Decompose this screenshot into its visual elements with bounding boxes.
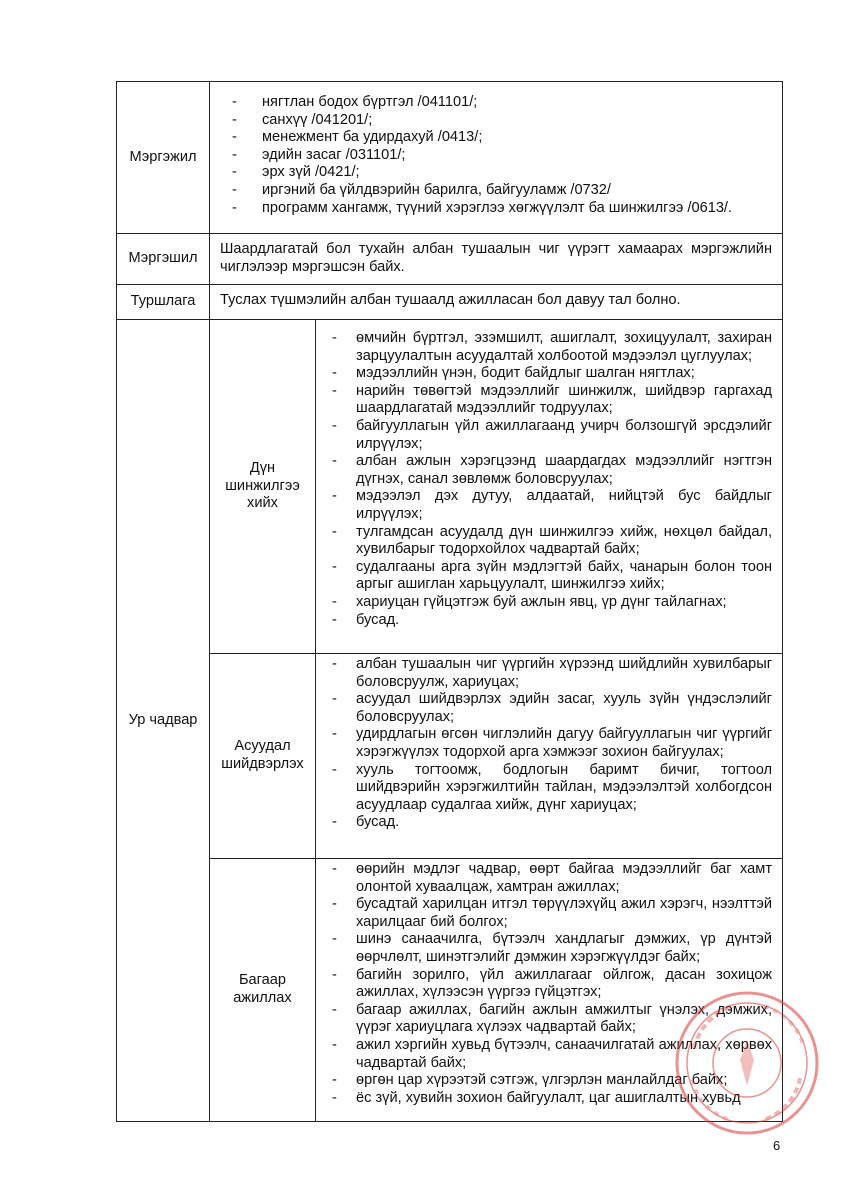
list-item: - мэдээлэл дэх дутуу, алдаатай, нийцтэй бус байдлыг илрүүлэх; xyxy=(346,488,772,523)
list-item: - өргөн цар хүрээтэй сэтгэж, үлгэрлэн манлайлдаг байх; xyxy=(346,1072,772,1090)
label-line: хийх xyxy=(247,495,278,512)
list-item: - ёс зүй, хувийн зохион байгуулалт, цаг ашиглалтын хувьд xyxy=(346,1090,772,1108)
list-item: - албан ажлын хэрэгцээнд шаардагдах мэдээллийг нэгтгэн дүгнэх, санал зөвлөмж боловсруулах; xyxy=(346,453,772,488)
list-item: - ажил хэргийн хувьд бүтээлч, санаачилгатай ажиллах, хөрвөх чадвартай байх; xyxy=(346,1037,772,1072)
list-item: - нарийн төвөгтэй мэдээллийг шинжилж, шийдвэр гаргахад шаардлагатай мэдээллийг тодруулах; xyxy=(346,383,772,418)
skills-row-problem-solving xyxy=(117,654,783,859)
list-item: - өмчийн бүртгэл, эзэмшилт, ашиглалт, зохицуулалт, захиран зарцуулалтын асуудалтай холбоотой мэдээлэл цуглуулах; xyxy=(346,330,772,365)
experience-label: Туршлага xyxy=(117,285,210,320)
profession-list xyxy=(232,94,774,217)
list-item: - менежмент ба удирдахуй /0413/; xyxy=(232,129,774,147)
list-item: - албан тушаалын чиг үүргийн хүрээнд шийдлийн хувилбарыг боловсруулж, хариуцах; xyxy=(346,656,772,691)
analysis-list xyxy=(346,330,772,629)
label-line: Дүн xyxy=(249,460,276,477)
skill-group-items-teamwork xyxy=(316,859,783,1122)
list-item: - судалгааны арга зүйн мэдлэгтэй байх, чанарын болон тоон аргыг ашиглан харьцуулалт, шинжилгээ хийх; xyxy=(346,559,772,594)
list-item: - бусад. xyxy=(346,814,772,832)
label-line: Асуудал xyxy=(234,738,291,755)
list-item: - программ хангамж, түүний хэрэглээ хөгжүүлэлт ба шинжилгээ /0613/. xyxy=(232,200,774,218)
list-item: - эрх зүй /0421/; xyxy=(232,164,774,182)
label-line: Багаар xyxy=(238,972,287,989)
list-item: - мэдээллийн үнэн, бодит байдлыг шалган нягтлах; xyxy=(346,365,772,383)
list-item: - удирдлагын өгсөн чиглэлийн дагуу байгууллагын чиг үүргийг хэрэгжүүлэх тодорхой арга хэмжээг зохион байгуулах; xyxy=(346,726,772,761)
list-item: - багийн зорилго, үйл ажиллагааг ойлгож, дасан зохицож ажиллах, хүлээсэн үүргээ гүйцэтгэх; xyxy=(346,967,772,1002)
skill-group-items-problem-solving xyxy=(316,654,783,859)
skill-group-label-teamwork xyxy=(210,859,316,1122)
specialization-row xyxy=(117,234,783,285)
specialization-label: Мэргэшил xyxy=(117,234,210,285)
skills-row-analysis xyxy=(117,320,783,654)
experience-row xyxy=(117,285,783,320)
list-item: - байгууллагын үйл ажиллагаанд учирч болзошгүй эрсдэлийг илрүүлэх; xyxy=(346,418,772,453)
list-item: - бусадтай харилцан итгэл төрүүлэхүйц ажил хэрэгч, нээлттэй харилцааг бий болгох; xyxy=(346,896,772,931)
skills-label: Ур чадвар xyxy=(117,320,210,1122)
list-item: - санхүү /041201/; xyxy=(232,112,774,130)
list-item: - шинэ санаачилга, бүтээлч хандлагыг дэмжих, үр дүнтэй өөрчлөлт, шинэтгэлийг дэмжин хэрэгжүүлдэг байх; xyxy=(346,931,772,966)
label-line: шийдвэрлэх xyxy=(221,756,304,772)
skill-group-label-problem-solving xyxy=(210,654,316,859)
requirements-table xyxy=(116,81,783,1122)
list-item: - асуудал шийдвэрлэх эдийн засаг, хууль зүйн үндэслэлийг боловсруулах; xyxy=(346,691,772,726)
label-line: ажиллах xyxy=(233,990,292,1006)
list-item: - өөрийн мэдлэг чадвар, өөрт байгаа мэдээллийг баг хамт олонтой хуваалцаж, хамтран ажиллах; xyxy=(346,861,772,896)
list-item: - эдийн засаг /031101/; xyxy=(232,147,774,165)
profession-label: Мэргэжил xyxy=(117,82,210,234)
skill-group-label-analysis xyxy=(210,320,316,654)
list-item: - иргэний ба үйлдвэрийн барилга, байгууламж /0732/ xyxy=(232,182,774,200)
list-item: - хууль тогтоомж, бодлогын баримт бичиг, тогтоол шийдвэрийн хэрэгжилтийн тайлан, мэдээлэлтэй холбогдсон асуудлаар судалгаа хийж, дүнг хариуцах; xyxy=(346,762,772,815)
list-item: - багаар ажиллах, багийн ажлын амжилтыг үнэлэх, дэмжих, үүрэг хариуцлага хүлээх чадвартай байх; xyxy=(346,1002,772,1037)
skills-row-teamwork xyxy=(117,859,783,1122)
specialization-text: Шаардлагатай бол тухайн албан тушаалын чиг үүрэгт хамаарах мэргэжлийн чиглэлээр мэргэшсэн байх. xyxy=(210,234,783,285)
label-line: шинжилгээ xyxy=(225,477,300,494)
problem-solving-list xyxy=(346,656,772,832)
list-item: - нягтлан бодох бүртгэл /041101/; xyxy=(232,94,774,112)
list-item: - бусад. xyxy=(346,612,772,630)
profession-row xyxy=(117,82,783,234)
page-number: 6 xyxy=(773,1138,781,1153)
skill-group-items-analysis xyxy=(316,320,783,654)
profession-cell xyxy=(210,82,783,234)
experience-text: Туслах түшмэлийн албан тушаалд ажилласан бол давуу тал болно. xyxy=(210,285,783,320)
list-item: - хариуцан гүйцэтгэж буй ажлын явц, үр дүнг тайлагнах; xyxy=(346,594,772,612)
teamwork-list xyxy=(346,861,772,1107)
list-item: - тулгамдсан асуудалд дүн шинжилгээ хийж, нөхцөл байдал, хувилбарыг тодорхойлох чадвартай байх; xyxy=(346,524,772,559)
